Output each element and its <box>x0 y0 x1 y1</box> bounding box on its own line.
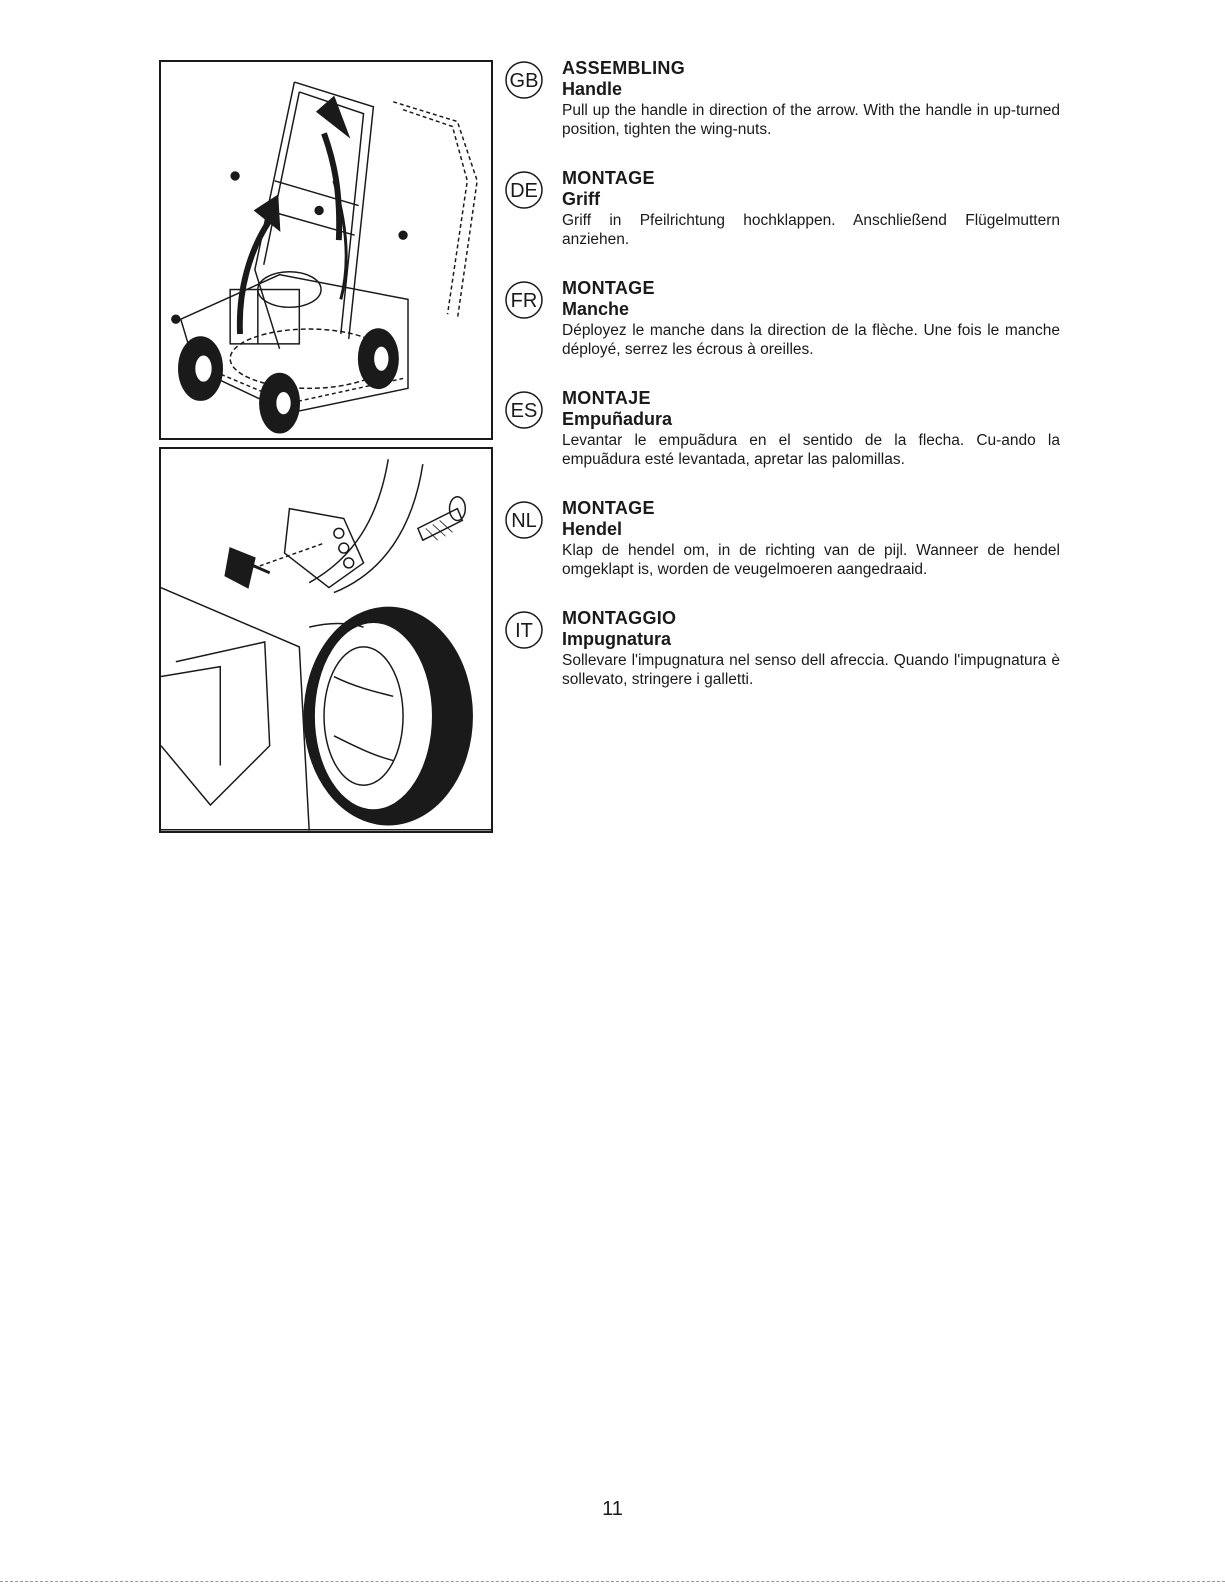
wing-nut-bolt-figure <box>159 447 493 833</box>
section-it <box>500 608 1060 718</box>
circle-badge-icon <box>500 610 548 650</box>
section-subtitle: Empuñadura <box>562 409 673 429</box>
language-badge-gb <box>500 60 548 100</box>
language-badge-fr <box>500 280 548 320</box>
section-title: MONTAJE <box>562 388 651 408</box>
section-fr <box>500 278 1060 388</box>
section-title: MONTAGE <box>562 498 655 518</box>
section-subtitle: Manche <box>562 299 630 319</box>
section-es <box>500 388 1060 498</box>
language-badge-de <box>500 170 548 210</box>
section-title: MONTAGGIO <box>562 608 677 628</box>
circle-badge-icon <box>500 60 548 100</box>
section-body: Levantar le empuãdura en el sentido de la flecha. Cu-ando la empuãdura esté levantada, apretar las palomillas. <box>562 432 1060 468</box>
language-sections <box>500 58 1060 718</box>
section-body: Déployez le manche dans la direction de la flèche. Une fois le manche déployé, serrez les écrous à oreilles. <box>562 322 1060 358</box>
badge-label: DE <box>510 180 538 202</box>
section-body: Griff in Pfeilrichtung hochklappen. Anschließend Flügelmuttern anziehen. <box>562 212 1060 248</box>
section-de <box>500 168 1060 278</box>
language-badge-es <box>500 390 548 430</box>
circle-badge-icon <box>500 170 548 210</box>
language-badge-it <box>500 610 548 650</box>
section-subtitle: Handle <box>562 79 623 99</box>
badge-label: FR <box>510 290 538 312</box>
section-body: Sollevare l'impugnatura nel senso dell afreccia. Quando l'impugnatura è sollevato, stringere i galletti. <box>562 652 1060 688</box>
section-title: ASSEMBLING <box>562 58 686 78</box>
section-subtitle: Griff <box>562 189 600 209</box>
badge-label: GB <box>509 70 539 92</box>
section-title: MONTAGE <box>562 168 655 188</box>
section-body: Klap de hendel om, in de richting van de pijl. Wanneer de hendel omgeklapt is, worden de veugelmoeren aangedraaid. <box>562 542 1060 578</box>
section-title: MONTAGE <box>562 278 655 298</box>
wing-nut-bolt-wheel-closeup-icon <box>161 449 491 831</box>
section-body: Pull up the handle in direction of the arrow. With the handle in up-turned position, tighten the wing-nuts. <box>562 102 1060 138</box>
lawnmower-handle-up-arrows-icon <box>161 62 491 438</box>
circle-badge-icon <box>500 500 548 540</box>
page-number: 11 <box>602 1498 623 1520</box>
badge-label: IT <box>515 620 533 642</box>
badge-label: ES <box>510 400 538 422</box>
badge-label: NL <box>511 510 537 532</box>
circle-badge-icon <box>500 390 548 430</box>
lawnmower-handle-figure <box>159 60 493 440</box>
bottom-rule <box>0 1581 1225 1582</box>
language-badge-nl <box>500 500 548 540</box>
section-subtitle: Hendel <box>562 519 623 539</box>
section-nl <box>500 498 1060 608</box>
section-gb <box>500 58 1060 168</box>
circle-badge-icon <box>500 280 548 320</box>
section-subtitle: Impugnatura <box>562 629 672 649</box>
